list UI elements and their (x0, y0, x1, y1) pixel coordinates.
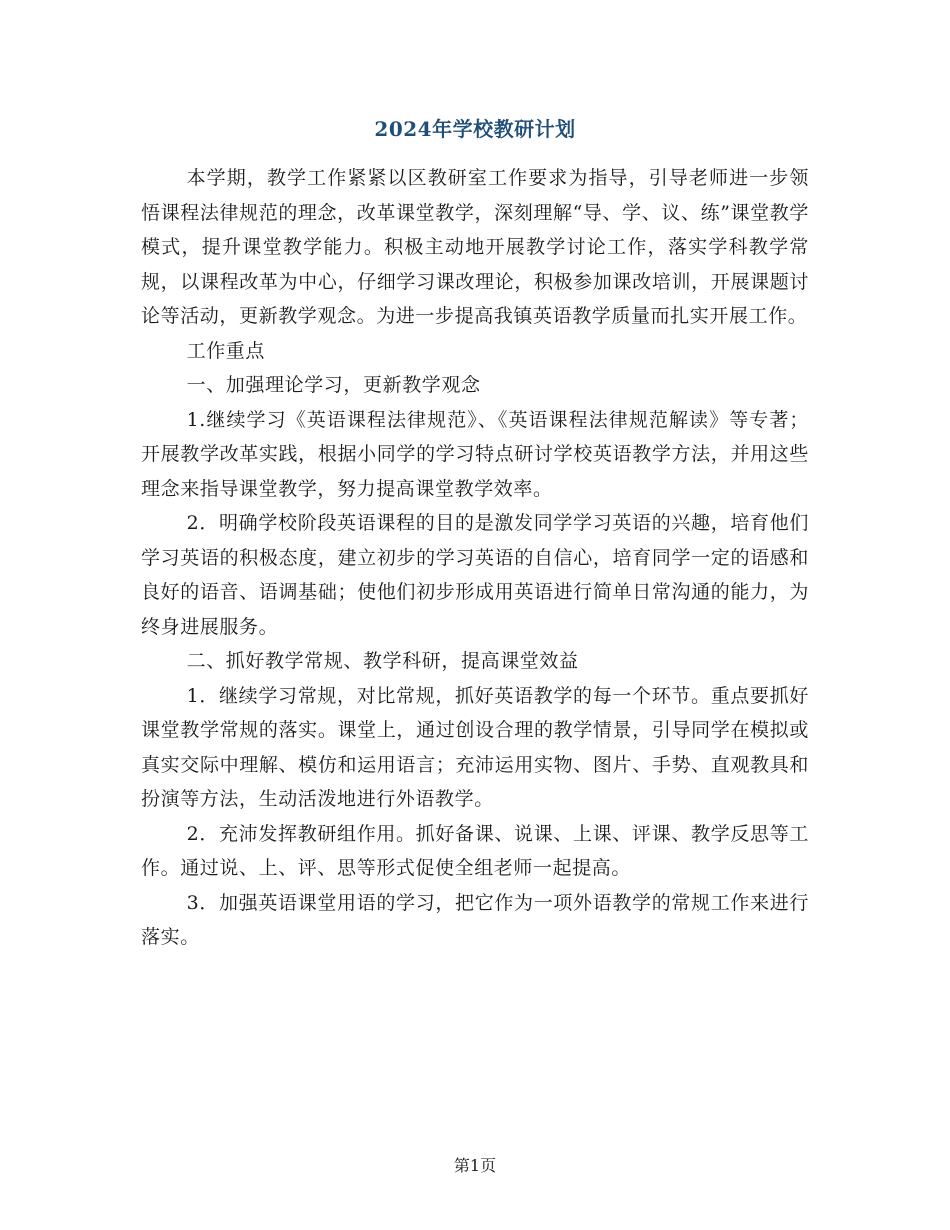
paragraph-1-1: 1.继续学习《英语课程法律规范》、《英语课程法律规范解读》等专著；开展教学改革实践，根据小同学的学习特点研讨学校英语教学方法，并用这些理念来指导课堂教学，努力提高课堂教学效率。 (141, 408, 809, 500)
paragraph-2-3: 3．加强英语课堂用语的学习，把它作为一项外语教学的常规工作来进行落实。 (141, 891, 809, 948)
heading-section-1: 一、加强理论学习，更新教学观念 (186, 374, 481, 396)
heading-section-2: 二、抓好教学常规、教学科研，提高课堂效益 (186, 650, 579, 672)
heading-work-focus: 工作重点 (186, 339, 265, 362)
paragraph-intro: 本学期，教学工作紧紧以区教研室工作要求为指导，引导老师进一步领悟课程法律规范的理念，改革课堂教学，深刻理解“导、学、议、练”课堂教学模式，提升课堂教学能力。积极主动地开展教学讨论工作，落实学科教学常规，以课程改革为中心，仔细学习课改理论，积极参加课改培训，开展课题讨论等活动，更新教学观念。为进一步提高我镇英语教学质量而扎实开展工作。 (141, 167, 809, 327)
document-title: 2024年学校教研计划 (374, 117, 576, 141)
page-number: 第1页 (453, 1156, 497, 1175)
paragraph-2-2: 2．充沛发挥教研组作用。抓好备课、说课、上课、评课、教学反思等工作。通过说、上、评、思等形式促使全组老师一起提高。 (141, 822, 809, 879)
paragraph-2-1: 1．继续学习常规，对比常规，抓好英语教学的每一个环节。重点要抓好课堂教学常规的落实。课堂上，通过创设合理的教学情景，引导同学在模拟或真实交际中理解、模仿和运用语言；充沛运用实物、图片、手势、直观教具和扮演等方法，生动活泼地进行外语教学。 (141, 684, 809, 810)
document-body (141, 161, 809, 955)
paragraph-1-2: 2．明确学校阶段英语课程的目的是激发同学学习英语的兴趣，培育他们学习英语的积极态度，建立初步的学习英语的自信心，培育同学一定的语感和良好的语音、语调基础；使他们初步形成用英语进行简单日常沟通的能力，为终身进展服务。 (141, 512, 809, 638)
